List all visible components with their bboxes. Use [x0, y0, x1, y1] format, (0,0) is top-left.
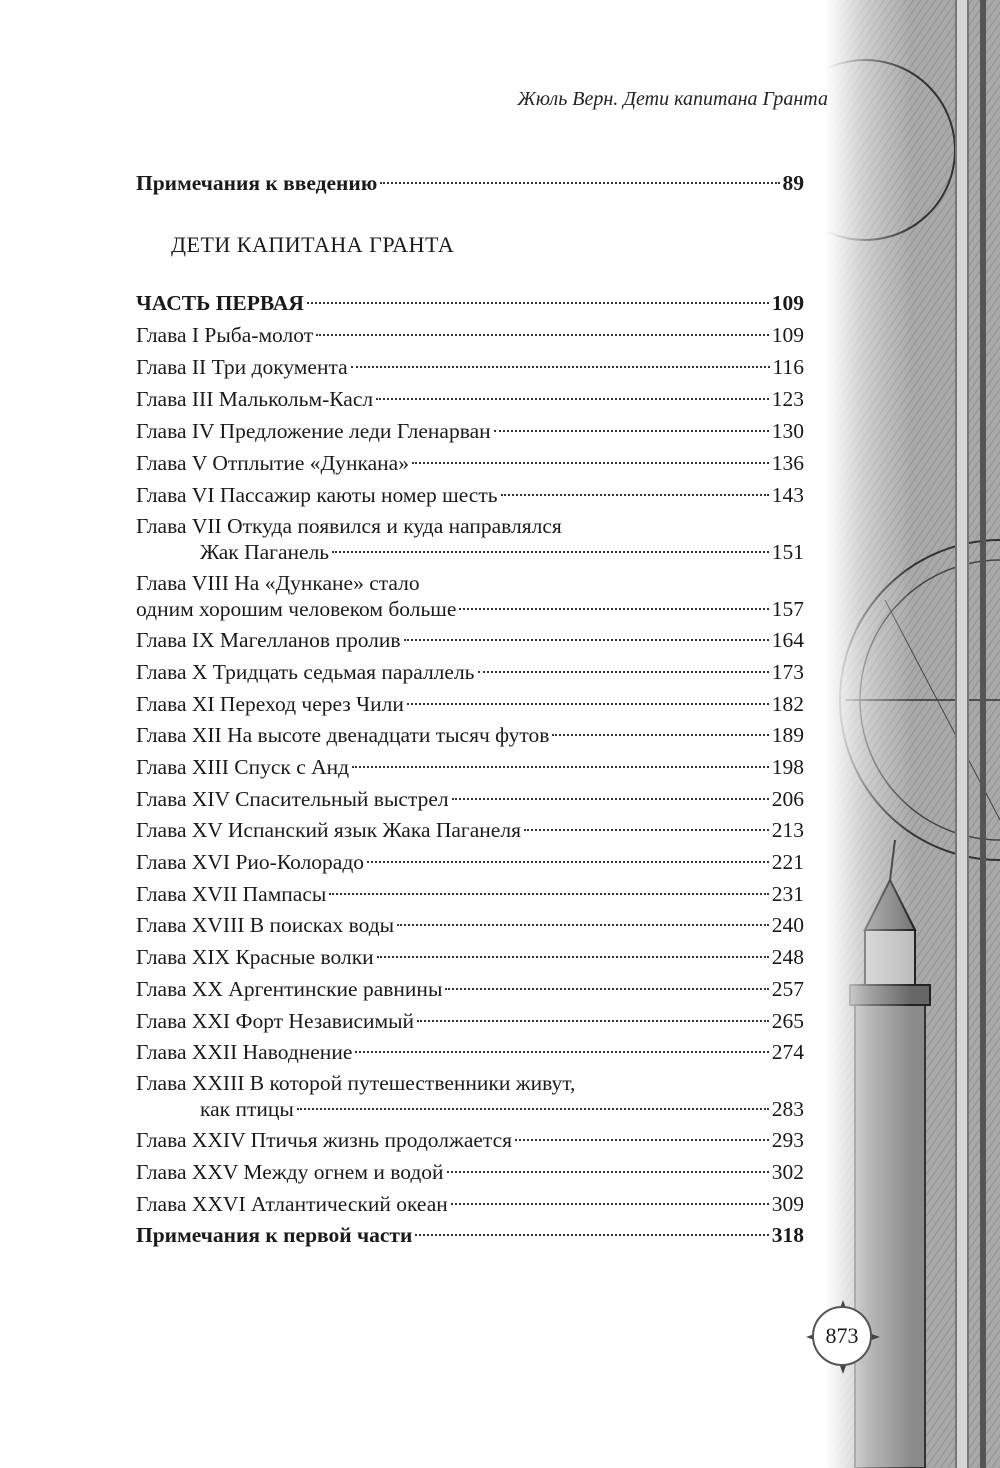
toc-entry[interactable] — [136, 1094, 804, 1124]
toc-entry-page: 302 — [771, 1160, 804, 1184]
toc-entry-title-line1[interactable]: Глава VIII На «Дункане» стало — [136, 571, 420, 595]
toc-entry-page: 109 — [771, 323, 804, 347]
dot-leader — [332, 551, 769, 553]
dot-leader — [329, 893, 768, 895]
dot-leader — [494, 430, 769, 432]
toc-entry[interactable] — [136, 320, 804, 350]
toc-entry-page: 265 — [771, 1009, 804, 1033]
toc-entry-page: 151 — [771, 540, 804, 564]
toc-entry-title-line1[interactable]: Глава XXIII В которой путешественники живут, — [136, 1071, 576, 1095]
toc-entry-title: Жак Паганель — [200, 540, 330, 564]
toc-entry-title: Глава XIV Спасительный выстрел — [136, 787, 449, 811]
dot-leader — [417, 1020, 769, 1022]
toc-entry-title: Глава IX Магелланов пролив — [136, 628, 401, 652]
toc-entry-page: 231 — [771, 882, 804, 906]
dot-leader — [478, 671, 769, 673]
toc-entry-title: одним хорошим человеком больше — [136, 597, 457, 621]
dot-leader — [459, 608, 768, 610]
dot-leader — [404, 639, 769, 641]
dot-leader — [552, 734, 768, 736]
toc-entry[interactable] — [136, 879, 804, 909]
toc-entry[interactable] — [136, 1220, 804, 1250]
dot-leader — [524, 829, 769, 831]
dot-leader — [297, 1108, 769, 1110]
toc-entry-page: 206 — [771, 787, 804, 811]
decorative-map-border — [825, 0, 1000, 1468]
dot-leader — [412, 462, 769, 464]
toc-entry[interactable] — [136, 1037, 804, 1067]
toc-entry[interactable] — [136, 752, 804, 782]
toc-entry[interactable] — [136, 625, 804, 655]
dot-leader — [447, 1171, 769, 1173]
dot-leader — [407, 703, 769, 705]
toc-entry-page: 143 — [771, 483, 804, 507]
toc-entry-title: как птицы — [200, 1097, 294, 1121]
toc-entry-page: 240 — [771, 913, 804, 937]
toc-entry[interactable] — [136, 1006, 804, 1036]
section-title: ДЕТИ КАПИТАНА ГРАНТА — [171, 232, 455, 257]
engraving-illustration — [825, 0, 1000, 1468]
page-number-badge — [806, 1300, 880, 1374]
toc-entry-page: 198 — [771, 755, 804, 779]
toc-entry-title: Примечания к первой части — [136, 1223, 413, 1247]
toc-entry[interactable] — [136, 594, 804, 624]
dot-leader — [307, 302, 769, 304]
toc-entry-page: 283 — [771, 1097, 804, 1121]
toc-entry[interactable] — [136, 657, 804, 687]
toc-entry[interactable] — [136, 974, 804, 1004]
toc-entry-page: 293 — [771, 1128, 804, 1152]
toc-entry[interactable] — [136, 480, 804, 510]
toc-entry-page: 318 — [771, 1223, 804, 1247]
toc-entry[interactable] — [136, 448, 804, 478]
dot-leader — [355, 1051, 768, 1053]
toc-entry[interactable] — [136, 537, 804, 567]
dot-leader — [397, 924, 769, 926]
toc-entry-title: Глава XIX Красные волки — [136, 945, 374, 969]
dot-leader — [451, 1203, 769, 1205]
toc-entry-title: Глава XVII Пампасы — [136, 882, 327, 906]
dot-leader — [445, 988, 768, 990]
toc-entry-page: 157 — [771, 597, 804, 621]
toc-entry-title-line1[interactable]: Глава VII Откуда появился и куда направлялся — [136, 514, 562, 538]
toc-entry-page: 130 — [771, 419, 804, 443]
dot-leader — [501, 494, 769, 496]
toc-entry-title: Глава I Рыба-молот — [136, 323, 314, 347]
toc-entry[interactable] — [136, 784, 804, 814]
toc-entry-title: Глава XXIV Птичья жизнь продолжается — [136, 1128, 512, 1152]
toc-entry-title: Глава XXV Между огнем и водой — [136, 1160, 444, 1184]
toc-entry-page: 189 — [771, 723, 804, 747]
toc-entry-title: Глава XIII Спуск с Анд — [136, 755, 350, 779]
toc-entry[interactable] — [136, 847, 804, 877]
toc-entry[interactable] — [136, 815, 804, 845]
toc-entry-title: Глава XXII Наводнение — [136, 1040, 353, 1064]
toc-entry-title: Глава VI Пассажир каюты номер шесть — [136, 483, 498, 507]
toc-entry-title: Глава XII На высоте двенадцати тысяч футов — [136, 723, 550, 747]
toc-entry-page: 164 — [771, 628, 804, 652]
toc-entry[interactable] — [136, 1125, 804, 1155]
dot-leader — [352, 766, 769, 768]
dot-leader — [351, 366, 770, 368]
toc-entry[interactable] — [136, 416, 804, 446]
toc-entry-page: 213 — [771, 818, 804, 842]
dot-leader — [316, 334, 769, 336]
toc-entry[interactable] — [136, 910, 804, 940]
toc-entry-page: 116 — [772, 355, 804, 379]
dot-leader — [380, 182, 779, 184]
toc-entry-title: Глава XVIII В поисках воды — [136, 913, 395, 937]
toc-entry-title: Глава IV Предложение леди Гленарван — [136, 419, 491, 443]
toc-entry-title: Глава XXVI Атлантический океан — [136, 1192, 448, 1216]
toc-entry-page: 136 — [771, 451, 804, 475]
toc-entry[interactable] — [136, 689, 804, 719]
toc-entry-title: Глава XI Переход через Чили — [136, 692, 404, 716]
toc-entry[interactable] — [136, 168, 804, 198]
toc-entry[interactable] — [136, 1157, 804, 1187]
toc-entry-page: 248 — [771, 945, 804, 969]
toc-entry-title: Глава XXI Форт Независимый — [136, 1009, 415, 1033]
toc-entry-title: Глава X Тридцать седьмая параллель — [136, 660, 475, 684]
toc-entry[interactable] — [136, 352, 804, 382]
dot-leader — [377, 956, 769, 958]
toc-entry-title: Глава XV Испанский язык Жака Паганеля — [136, 818, 521, 842]
page-number: 873 — [812, 1306, 872, 1366]
toc-entry-title: Глава XX Аргентинские равнины — [136, 977, 443, 1001]
toc-entry-title: Глава V Отплытие «Дункана» — [136, 451, 409, 475]
toc-entry-page: 123 — [771, 387, 804, 411]
toc-entry[interactable] — [136, 942, 804, 972]
toc-entry-title: Глава III Малькольм-Касл — [136, 387, 374, 411]
toc-entry[interactable] — [136, 720, 804, 750]
toc-entry-title: Примечания к введению — [136, 171, 378, 195]
toc-entry-title: Глава II Три документа — [136, 355, 348, 379]
toc-entry-title: Глава XVI Рио-Колорадо — [136, 850, 365, 874]
toc-entry-page: 173 — [771, 660, 804, 684]
toc-entry-page: 274 — [771, 1040, 804, 1064]
toc-entry-page: 182 — [771, 692, 804, 716]
running-head: Жюль Верн. Дети капитана Гранта — [517, 88, 828, 110]
toc-entry-page: 257 — [771, 977, 804, 1001]
toc-entry[interactable] — [136, 384, 804, 414]
toc-entry-title: ЧАСТЬ ПЕРВАЯ — [136, 291, 304, 315]
toc-entry[interactable] — [136, 288, 804, 318]
dot-leader — [367, 861, 769, 863]
dot-leader — [376, 398, 769, 400]
toc-entry-page: 309 — [771, 1192, 804, 1216]
dot-leader — [452, 798, 769, 800]
toc-entry-page: 221 — [771, 850, 804, 874]
dot-leader — [515, 1139, 769, 1141]
dot-leader — [415, 1234, 768, 1236]
toc-entry-page: 89 — [782, 171, 804, 195]
toc-entry[interactable] — [136, 1189, 804, 1219]
toc-entry-page: 109 — [771, 291, 804, 315]
